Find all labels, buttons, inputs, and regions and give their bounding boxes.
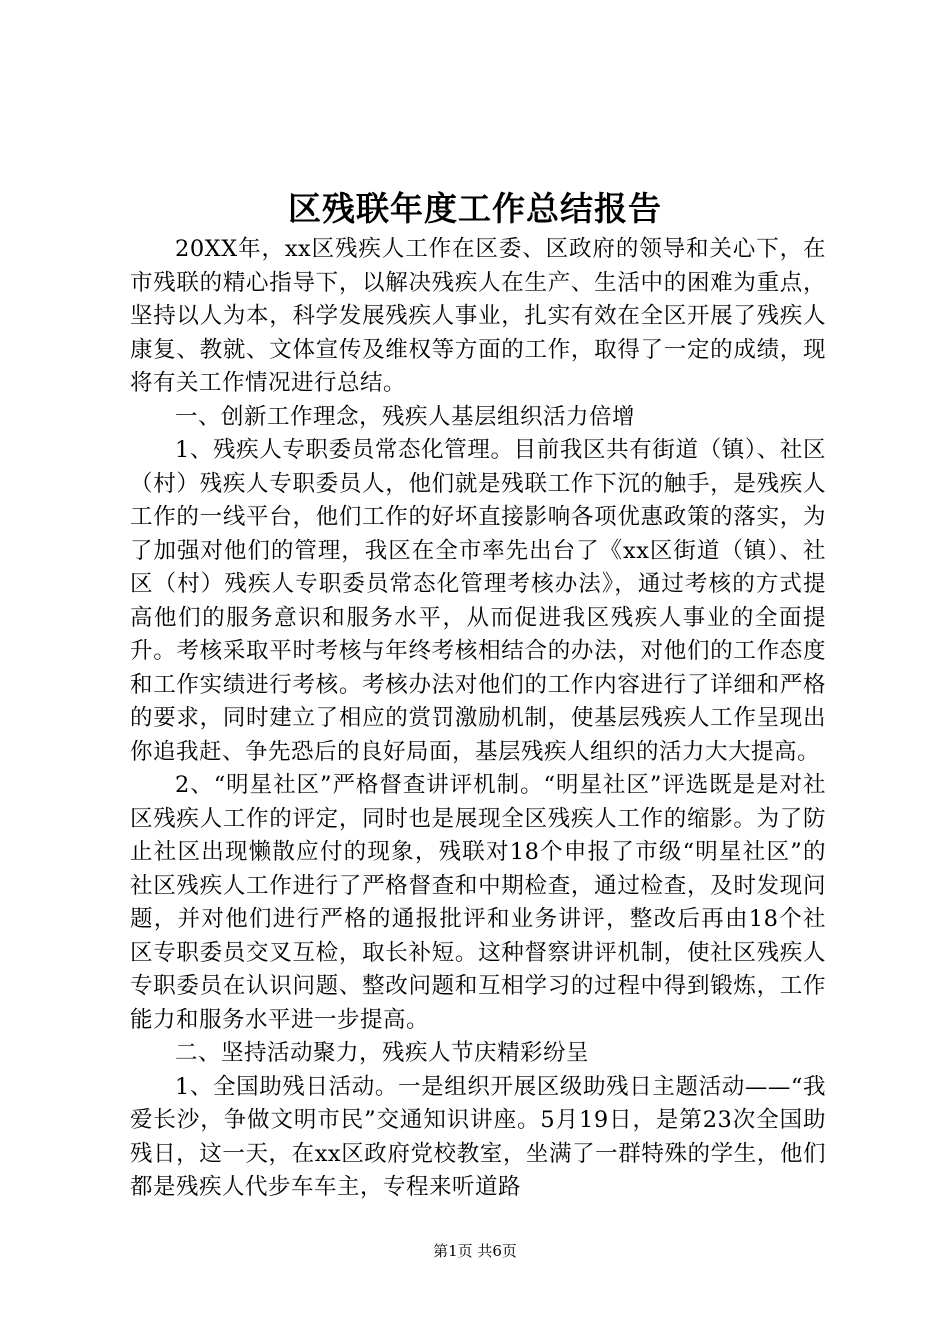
paragraph-1-2: 2、“明星社区”严格督查讲评机制。“明星社区”评选既是是对社区残疾人工作的评定，同时也是展现全区残疾人工作的缩影。为了防止社区出现懒散应付的现象，残联对18个申报了市级“明星社区”的社区残疾人工作进行了严格督查和中期检查，通过检查，及时发现问题，并对他们进行严格的通报批评和业务讲评，整改后再由18个社区专职委员交叉互检，取长补短。这种督察讲评机制，使社区残疾人专职委员在认识问题、整改问题和互相学习的过程中得到锻炼，工作能力和服务水平进一步提高。	[130, 772, 826, 1033]
paragraph-1-1: 1、残疾人专职委员常态化管理。目前我区共有街道（镇）、社区（村）残疾人专职委员人，他们就是残联工作下沉的触手，是残疾人工作的一线平台，他们工作的好坏直接影响各项优惠政策的落实，为了加强对他们的管理，我区在全市率先出台了《xx区街道（镇）、社区（村）残疾人专职委员常态化管理考核办法》，通过考核的方式提高他们的服务意识和服务水平，从而促进我区残疾人事业的全面提升。考核采取平时考核与年终考核相结合的办法，对他们的工作态度和工作实绩进行考核。考核办法对他们的工作内容进行了详细和严格的要求，同时建立了相应的赏罚激励机制，使基层残疾人工作呈现出你追我赶、争先恐后的良好局面，基层残疾人组织的活力大大提高。	[130, 437, 826, 765]
page-footer: 第1页 共6页	[433, 1242, 517, 1260]
paragraph-2-1: 1、全国助残日活动。一是组织开展区级助残日主题活动——“我爱长沙，争做文明市民”交通知识讲座。5月19日，是第23次全国助残日，这一天，在xx区政府党校教室，坐满了一群特殊的学生，他们都是残疾人代步车车主，专程来听道路	[130, 1073, 826, 1200]
paragraph-intro: 20XX年，xx区残疾人工作在区委、区政府的领导和关心下，在市残联的精心指导下，以解决残疾人在生产、生活中的困难为重点，坚持以人为本，科学发展残疾人事业，扎实有效在全区开展了残疾人康复、教就、文体宣传及维权等方面的工作，取得了一定的成绩，现将有关工作情况进行总结。	[130, 236, 826, 396]
document-title: 区残联年度工作总结报告	[288, 189, 662, 228]
section-heading-2: 二、坚持活动聚力，残疾人节庆精彩纷呈	[175, 1040, 590, 1066]
section-heading-1: 一、创新工作理念，残疾人基层组织活力倍增	[175, 403, 636, 430]
document-body	[130, 233, 826, 1205]
